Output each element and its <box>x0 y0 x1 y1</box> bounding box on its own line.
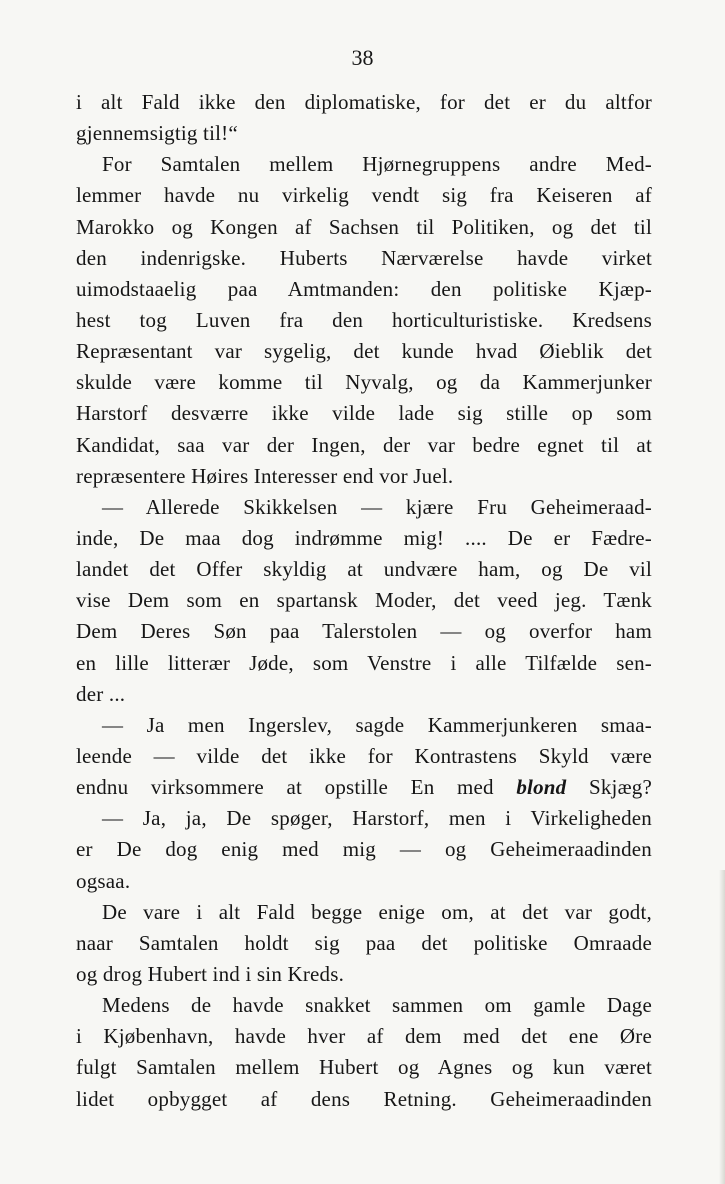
text-line: Kandidat, saa var der Ingen, der var bedre egnet til at <box>76 432 652 457</box>
text-line: er De dog enig med mig — og Geheimeraadinden <box>76 837 652 862</box>
emphasized-word: blond <box>516 775 567 800</box>
text-line: der ... <box>76 681 126 706</box>
text-line: — Ja men Ingerslev, sagde Kammerjunkeren smaa- <box>102 712 652 737</box>
text-line: — Ja, ja, De spøger, Harstorf, men i Virkeligheden <box>102 806 652 831</box>
text-line: en lille litterær Jøde, som Venstre i alle Tilfælde sen- <box>76 650 652 675</box>
page-number: 38 <box>351 45 374 70</box>
text-fragment: Skjæg? <box>588 775 652 800</box>
text-line: hest tog Luven fra den horticulturistiske. Kredsens <box>76 307 652 332</box>
text-line: For Samtalen mellem Hjørnegruppens andre Med- <box>102 152 652 177</box>
text-line: repræsentere Høires Interesser end vor Juel. <box>76 463 454 488</box>
text-line: lidet opbygget af dens Retning. Geheimeraadinden <box>76 1086 652 1111</box>
text-line: Repræsentant var sygelig, det kunde hvad Øieblik det <box>76 339 652 364</box>
text-line: ogsaa. <box>76 868 131 893</box>
text-line <box>76 772 652 803</box>
text-fragment: endnu virksommere at opstille En med <box>76 775 494 800</box>
text-line: landet det Offer skyldig at undvære ham, og De vil <box>76 557 652 582</box>
text-line: og drog Hubert ind i sin Kreds. <box>76 961 345 986</box>
page-edge-shadow <box>719 870 725 1184</box>
text-line: lemmer havde nu virkelig vendt sig fra Keiseren af <box>76 183 652 208</box>
text-line: den indenrigske. Huberts Nærværelse havde virket <box>76 245 652 270</box>
text-line: Medens de havde snakket sammen om gamle Dage <box>102 993 652 1018</box>
body-text <box>76 87 652 1115</box>
text-line: Marokko og Kongen af Sachsen til Politiken, og det til <box>76 214 652 239</box>
text-line: skulde være komme til Nyvalg, og da Kammerjunker <box>76 370 652 395</box>
text-line: inde, De maa dog indrømme mig! .... De er Fædre- <box>76 525 652 550</box>
text-line: naar Samtalen holdt sig paa det politiske Omraade <box>76 930 652 955</box>
text-line: uimodstaaelig paa Amtmanden: den politiske Kjæp- <box>76 276 652 301</box>
text-line: i alt Fald ikke den diplomatiske, for det er du altfor <box>76 90 652 114</box>
text-line: i Kjøbenhavn, havde hver af dem med det ene Øre <box>76 1024 652 1049</box>
text-line: fulgt Samtalen mellem Hubert og Agnes og kun været <box>76 1055 652 1080</box>
text-line: Dem Deres Søn paa Talerstolen — og overfor ham <box>76 619 652 644</box>
text-line: — Allerede Skikkelsen — kjære Fru Geheimeraad- <box>102 494 652 519</box>
text-line: leende — vilde det ikke for Kontrastens Skyld være <box>76 743 652 768</box>
text-line: Harstorf desværre ikke vilde lade sig stille op som <box>76 401 652 426</box>
text-line: vise Dem som en spartansk Moder, det veed jeg. Tænk <box>76 588 652 613</box>
text-line: De vare i alt Fald begge enige om, at det var godt, <box>102 899 652 924</box>
text-line: gjennemsigtig til!“ <box>76 121 238 146</box>
